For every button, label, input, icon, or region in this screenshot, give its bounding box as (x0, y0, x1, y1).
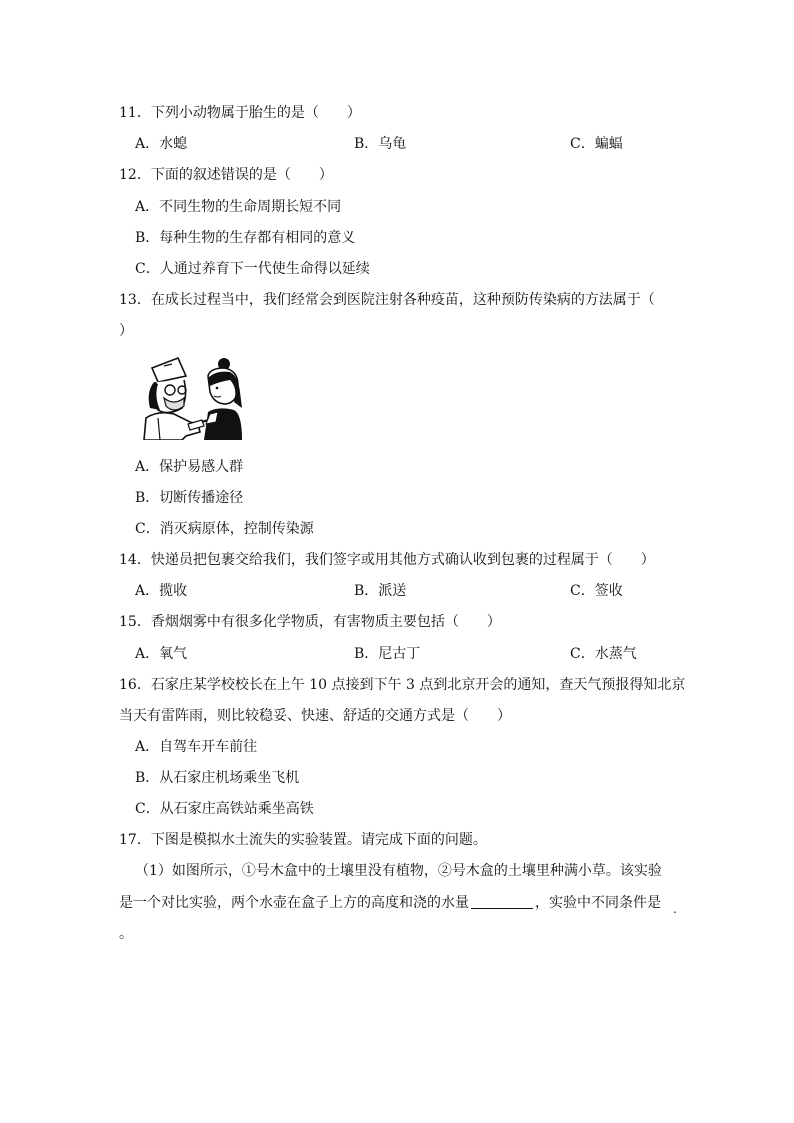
question-17-part1-line1: （1）如图所示，①号木盒中的土壤里没有植物，②号木盒的土壤里种满小草。该实验 (135, 863, 662, 879)
question-11-option-a: A．水螅 (135, 136, 188, 152)
question-13-option-c: C．消灭病原体，控制传染源 (135, 521, 314, 537)
question-16-stem: 16．石家庄某学校校长在上午 10 点接到下午 3 点到北京开会的通知，查天气预报得知北京 (119, 677, 686, 693)
question-16-stem-continued: 当天有雷阵雨，则比较稳妥、快速、舒适的交通方式是（ ） (119, 708, 511, 724)
question-16-option-c: C．从石家庄高铁站乘坐高铁 (135, 801, 314, 817)
answer-blank[interactable] (471, 894, 533, 909)
question-17-part1-text-b: ，实验中不同条件是 (535, 895, 661, 911)
question-15-option-b: B．尼古丁 (354, 646, 421, 662)
underline-dot-icon: . (673, 902, 677, 916)
question-15-option-a: A．氧气 (135, 646, 188, 662)
question-17-part1-line3: 。 (119, 926, 133, 942)
question-13-option-b: B．切断传播途径 (135, 490, 244, 506)
question-14-option-c: C．签收 (570, 583, 623, 599)
question-17-part1-line2 (119, 893, 661, 913)
question-12-stem: 12．下面的叙述错误的是（ ） (119, 167, 333, 183)
question-13-option-a: A．保护易感人群 (135, 459, 244, 475)
question-11-option-b: B．乌龟 (354, 136, 407, 152)
question-12-option-a: A．不同生物的生命周期长短不同 (135, 199, 342, 215)
question-14-option-a: A．揽收 (135, 583, 188, 599)
question-13-stem-continued: ） (119, 323, 133, 339)
question-11-stem: 11．下列小动物属于胎生的是（ ） (119, 105, 361, 121)
question-17-part1-text-a: 是一个对比实验，两个水壶在盒子上方的高度和浇的水量 (119, 895, 469, 911)
question-11-option-c: C．蝙蝠 (570, 136, 623, 152)
question-16-option-a: A．自驾车开车前往 (135, 739, 258, 755)
question-12-option-c: C．人通过养育下一代使生命得以延续 (135, 261, 370, 277)
question-14-stem: 14．快递员把包裹交给我们，我们签字或用其他方式确认收到包裹的过程属于（ ） (119, 552, 655, 568)
question-13-stem: 13．在成长过程当中，我们经常会到医院注射各种疫苗，这种预防传染病的方法属于（ (119, 292, 655, 308)
question-17-stem: 17．下图是模拟水土流失的实验装置。请完成下面的问题。 (119, 832, 487, 848)
vaccination-illustration-icon (138, 352, 246, 440)
question-12-option-b: B．每种生物的生存都有相同的意义 (135, 230, 356, 246)
question-15-stem: 15．香烟烟雾中有很多化学物质，有害物质主要包括（ ） (119, 614, 501, 630)
question-15-option-c: C．水蒸气 (570, 646, 637, 662)
question-16-option-b: B．从石家庄机场乘坐飞机 (135, 770, 300, 786)
question-14-option-b: B．派送 (354, 583, 407, 599)
